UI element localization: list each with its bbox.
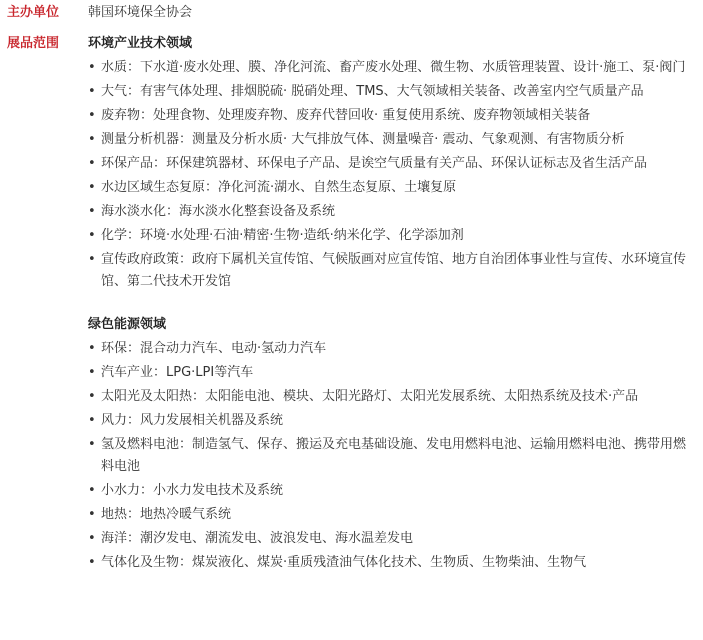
list-item-text: 废弃物：处理食物、处理废弃物、废弃代替回收· 重复使用系统、废弃物领域相关装备 xyxy=(101,108,591,123)
organizer-value: 韩国环境保全协会 xyxy=(88,5,193,20)
list-item-text: 测量分析机器：测量及分析水质· 大气排放气体、测量噪音· 震动、气象观测、有害物质分析 xyxy=(101,132,625,147)
list-item-text: 太阳光及太阳热：太阳能电池、模块、太阳光路灯、太阳光发展系统、太阳热系统及技术·产品 xyxy=(101,389,639,404)
list-item-text: 水质：下水道·废水处理、膜、净化河流、畜产废水处理、微生物、水质管理装置、设计·施工、泵·阀门 xyxy=(101,60,686,75)
organizer-label: 主办单位 xyxy=(7,5,60,20)
list-item xyxy=(88,177,688,199)
list-item-text: 氢及燃料电池：制造氢气、保存、搬运及充电基础设施、发电用燃料电池、运输用燃料电池、携带用燃料电池 xyxy=(101,437,687,474)
exhibit-scope-label: 展品范围 xyxy=(7,36,60,51)
bullet-icon: • xyxy=(88,228,96,243)
list-item xyxy=(88,129,688,151)
bullet-icon: • xyxy=(88,204,96,219)
section-title: 环境产业技术领域 xyxy=(88,36,193,51)
list-item xyxy=(88,225,688,247)
section-item-list xyxy=(88,57,688,293)
list-item xyxy=(88,81,688,103)
bullet-icon: • xyxy=(88,437,96,452)
list-item-text: 小水力：小水力发电技术及系统 xyxy=(101,483,284,498)
bullet-icon: • xyxy=(88,483,96,498)
bullet-icon: • xyxy=(88,555,96,570)
list-item xyxy=(88,552,688,574)
exhibit-scope-content xyxy=(88,33,688,574)
list-item xyxy=(88,249,688,293)
section-item-list xyxy=(88,338,688,574)
list-item xyxy=(88,338,688,360)
list-item xyxy=(88,504,688,526)
bullet-icon: • xyxy=(88,507,96,522)
list-item xyxy=(88,528,688,550)
list-item xyxy=(88,153,688,175)
list-item-text: 水边区域生态复原：净化河流·湖水、自然生态复原、土壤复原 xyxy=(101,180,457,195)
bullet-icon: • xyxy=(88,156,96,171)
bullet-icon: • xyxy=(88,341,96,356)
bullet-icon: • xyxy=(88,180,96,195)
bullet-icon: • xyxy=(88,252,96,267)
bullet-icon: • xyxy=(88,413,96,428)
list-item xyxy=(88,410,688,432)
bullet-icon: • xyxy=(88,84,96,99)
list-item-text: 风力：风力发展相关机器及系统 xyxy=(101,413,284,428)
list-item-text: 海水淡水化：海水淡水化整套设备及系统 xyxy=(101,204,336,219)
list-item xyxy=(88,480,688,502)
list-item-text: 地热：地热冷暖气系统 xyxy=(101,507,232,522)
bullet-icon: • xyxy=(88,60,96,75)
list-item-text: 气体化及生物：煤炭液化、煤炭·重质残渣油气体化技术、生物质、生物柴油、生物气 xyxy=(101,555,587,570)
bullet-icon: • xyxy=(88,389,96,404)
list-item-text: 化学：环境·水处理·石油·精密·生物·造纸·纳米化学、化学添加剂 xyxy=(101,228,464,243)
list-item-text: 宣传政府政策：政府下属机关宣传馆、气候版画对应宣传馆、地方自治团体事业性与宣传、水环境宣传馆、第二代技术开发馆 xyxy=(101,252,687,289)
list-item xyxy=(88,57,688,79)
list-item xyxy=(88,362,688,384)
section-title: 绿色能源领域 xyxy=(88,317,167,332)
bullet-icon: • xyxy=(88,108,96,123)
list-item xyxy=(88,105,688,127)
list-item-text: 环保：混合动力汽车、电动·氢动力汽车 xyxy=(101,341,327,356)
list-item xyxy=(88,201,688,223)
bullet-icon: • xyxy=(88,531,96,546)
list-item xyxy=(88,434,688,478)
list-item xyxy=(88,386,688,408)
list-item-text: 海洋：潮汐发电、潮流发电、波浪发电、海水温差发电 xyxy=(101,531,414,546)
list-item-text: 汽车产业：LPG·LPI等汽车 xyxy=(101,365,254,380)
list-item-text: 大气：有害气体处理、排烟脱硫· 脱硝处理、TMS、大气领域相关装备、改善室内空气质量产品 xyxy=(101,84,644,99)
bullet-icon: • xyxy=(88,132,96,147)
section-spacer xyxy=(88,293,688,314)
list-item-text: 环保产品：环保建筑器材、环保电子产品、是诶空气质量有关产品、环保认证标志及省生活产品 xyxy=(101,156,648,171)
bullet-icon: • xyxy=(88,365,96,380)
